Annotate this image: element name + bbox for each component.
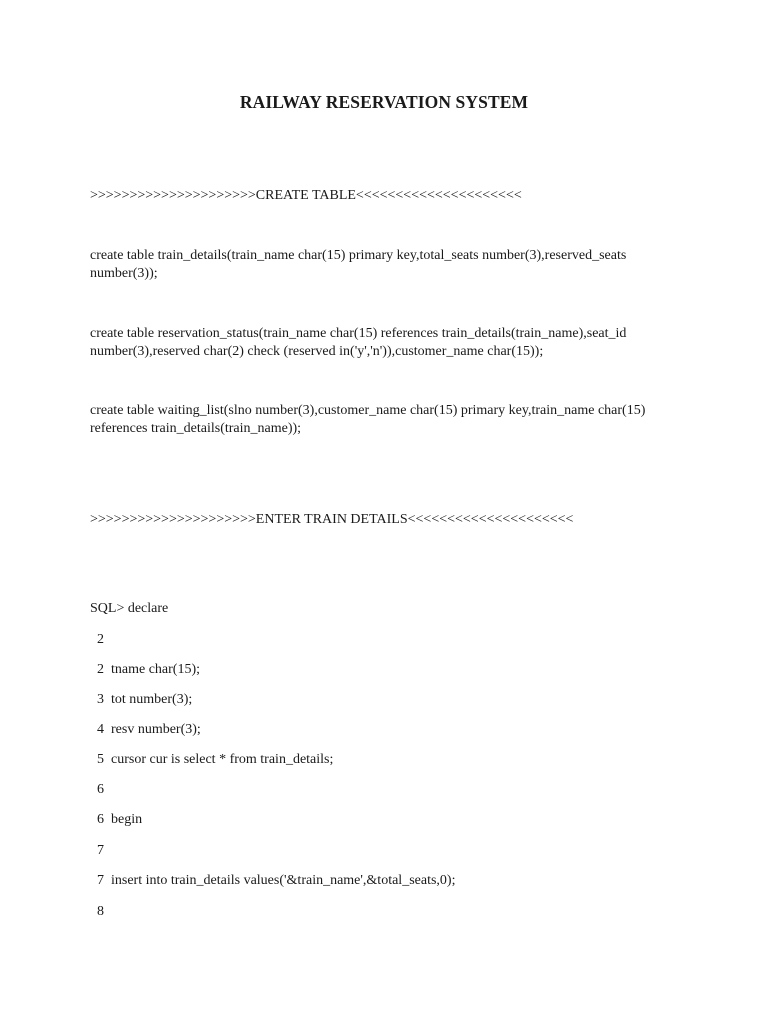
sql-line: 2 [90, 632, 104, 647]
sql-line: 7 [90, 843, 104, 858]
sql-line: 8 [90, 904, 104, 919]
sql-create-train-details: create table train_details(train_name char(15) primary key,total_seats number(3),reserved_seats number(3)); [90, 248, 627, 281]
sql-line: 4 resv number(3); [90, 722, 201, 737]
sql-line: SQL> declare [90, 601, 169, 616]
sql-line: 7 insert into train_details values('&train_name',&total_seats,0); [90, 873, 456, 888]
document-title: RAILWAY RESERVATION SYSTEM [239, 92, 529, 112]
sql-line: 2 tname char(15); [90, 662, 201, 677]
sql-line: 5 cursor cur is select * from train_details; [90, 752, 334, 767]
sql-line: 6 begin [90, 812, 143, 827]
section-heading-create-table: >>>>>>>>>>>>>>>>>>>>>CREATE TABLE<<<<<<<<<<<<<<<<<<<<< [90, 188, 522, 203]
section-heading-enter-train-details: >>>>>>>>>>>>>>>>>>>>>ENTER TRAIN DETAILS<<<<<<<<<<<<<<<<<<<<< [90, 512, 574, 527]
sql-create-reservation-status: create table reservation_status(train_name char(15) references train_details(train_name),seat_id number(3),reserved char(2) check (reserved in('y','n')),customer_name char(15)); [90, 326, 627, 359]
sql-line: 3 tot number(3); [90, 692, 193, 707]
sql-line: 6 [90, 782, 104, 797]
sql-create-waiting-list: create table waiting_list(slno number(3),customer_name char(15) primary key,train_name char(15) references train_details(train_name)); [90, 403, 646, 436]
